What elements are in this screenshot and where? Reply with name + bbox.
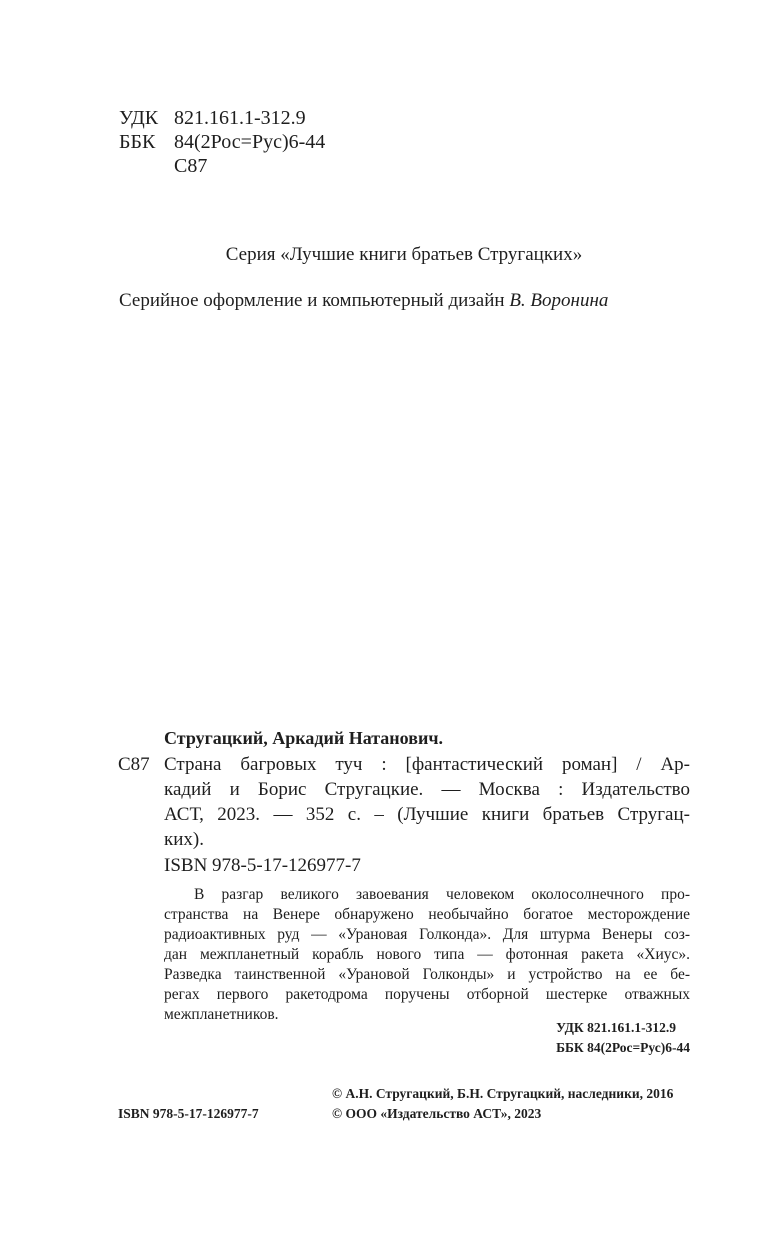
index-bbk: ББК 84(2Рос=Рус)6-44 <box>556 1040 690 1055</box>
udk-value: 821.161.1-312.9 <box>174 107 306 129</box>
index-codes <box>556 1018 690 1058</box>
card-line: кадий и Борис Стругацкие. — Москва : Издательство <box>164 779 690 800</box>
card-isbn: ISBN 978-5-17-126977-7 <box>164 855 361 876</box>
designer-name: В. Воронина <box>509 290 609 311</box>
annotation-line: дан межпланетный корабль нового типа — фотонная ракета «Хиус». <box>164 946 690 963</box>
annotation-line: радиоактивных руд — «Урановая Голконда». Для штурма Венеры соз- <box>164 926 690 943</box>
copyright-authors: © А.Н. Стругацкий, Б.Н. Стругацкий, наследники, 2016 <box>332 1086 674 1101</box>
annotation-line: В разгар великого завоевания человеком околосолнечного про- <box>194 886 690 903</box>
bbk-label: ББК <box>119 131 156 153</box>
card-line: Страна багровых туч : [фантастический роман] / Ар- <box>164 754 690 775</box>
copyright-publisher: © ООО «Издательство АСТ», 2023 <box>332 1106 542 1121</box>
card-line: ких). <box>164 829 204 850</box>
card-line: АСТ, 2023. — 352 с. – (Лучшие книги братьев Стругац- <box>164 804 690 825</box>
annotation-line: межпланетников. <box>164 1006 279 1023</box>
footer-copyrights <box>332 1084 673 1124</box>
annotation-line: Разведка таинственной «Урановой Голконды» и устройство на ее бе- <box>164 966 690 983</box>
design-credit-text: Серийное оформление и компьютерный дизайн <box>119 290 505 311</box>
udk-label: УДК <box>119 107 159 129</box>
annotation-line: странства на Венере обнаружено необычайно богатое месторождение <box>164 906 690 923</box>
card-author-heading: Стругацкий, Аркадий Натанович. <box>164 728 443 748</box>
author-mark: С87 <box>174 155 208 177</box>
footer-isbn: ISBN 978-5-17-126977-7 <box>118 1106 259 1121</box>
index-udk: УДК 821.161.1-312.9 <box>556 1020 676 1035</box>
annotation <box>164 885 690 1025</box>
bbk-value: 84(2Рос=Рус)6-44 <box>174 131 326 153</box>
annotation-line: регах первого ракетодрома поручены отборной шестерке отважных <box>164 986 690 1003</box>
design-credit <box>119 290 608 312</box>
card-description <box>164 752 690 852</box>
card-mark: С87 <box>118 754 150 775</box>
series-line: Серия «Лучшие книги братьев Стругацких» <box>225 244 583 265</box>
